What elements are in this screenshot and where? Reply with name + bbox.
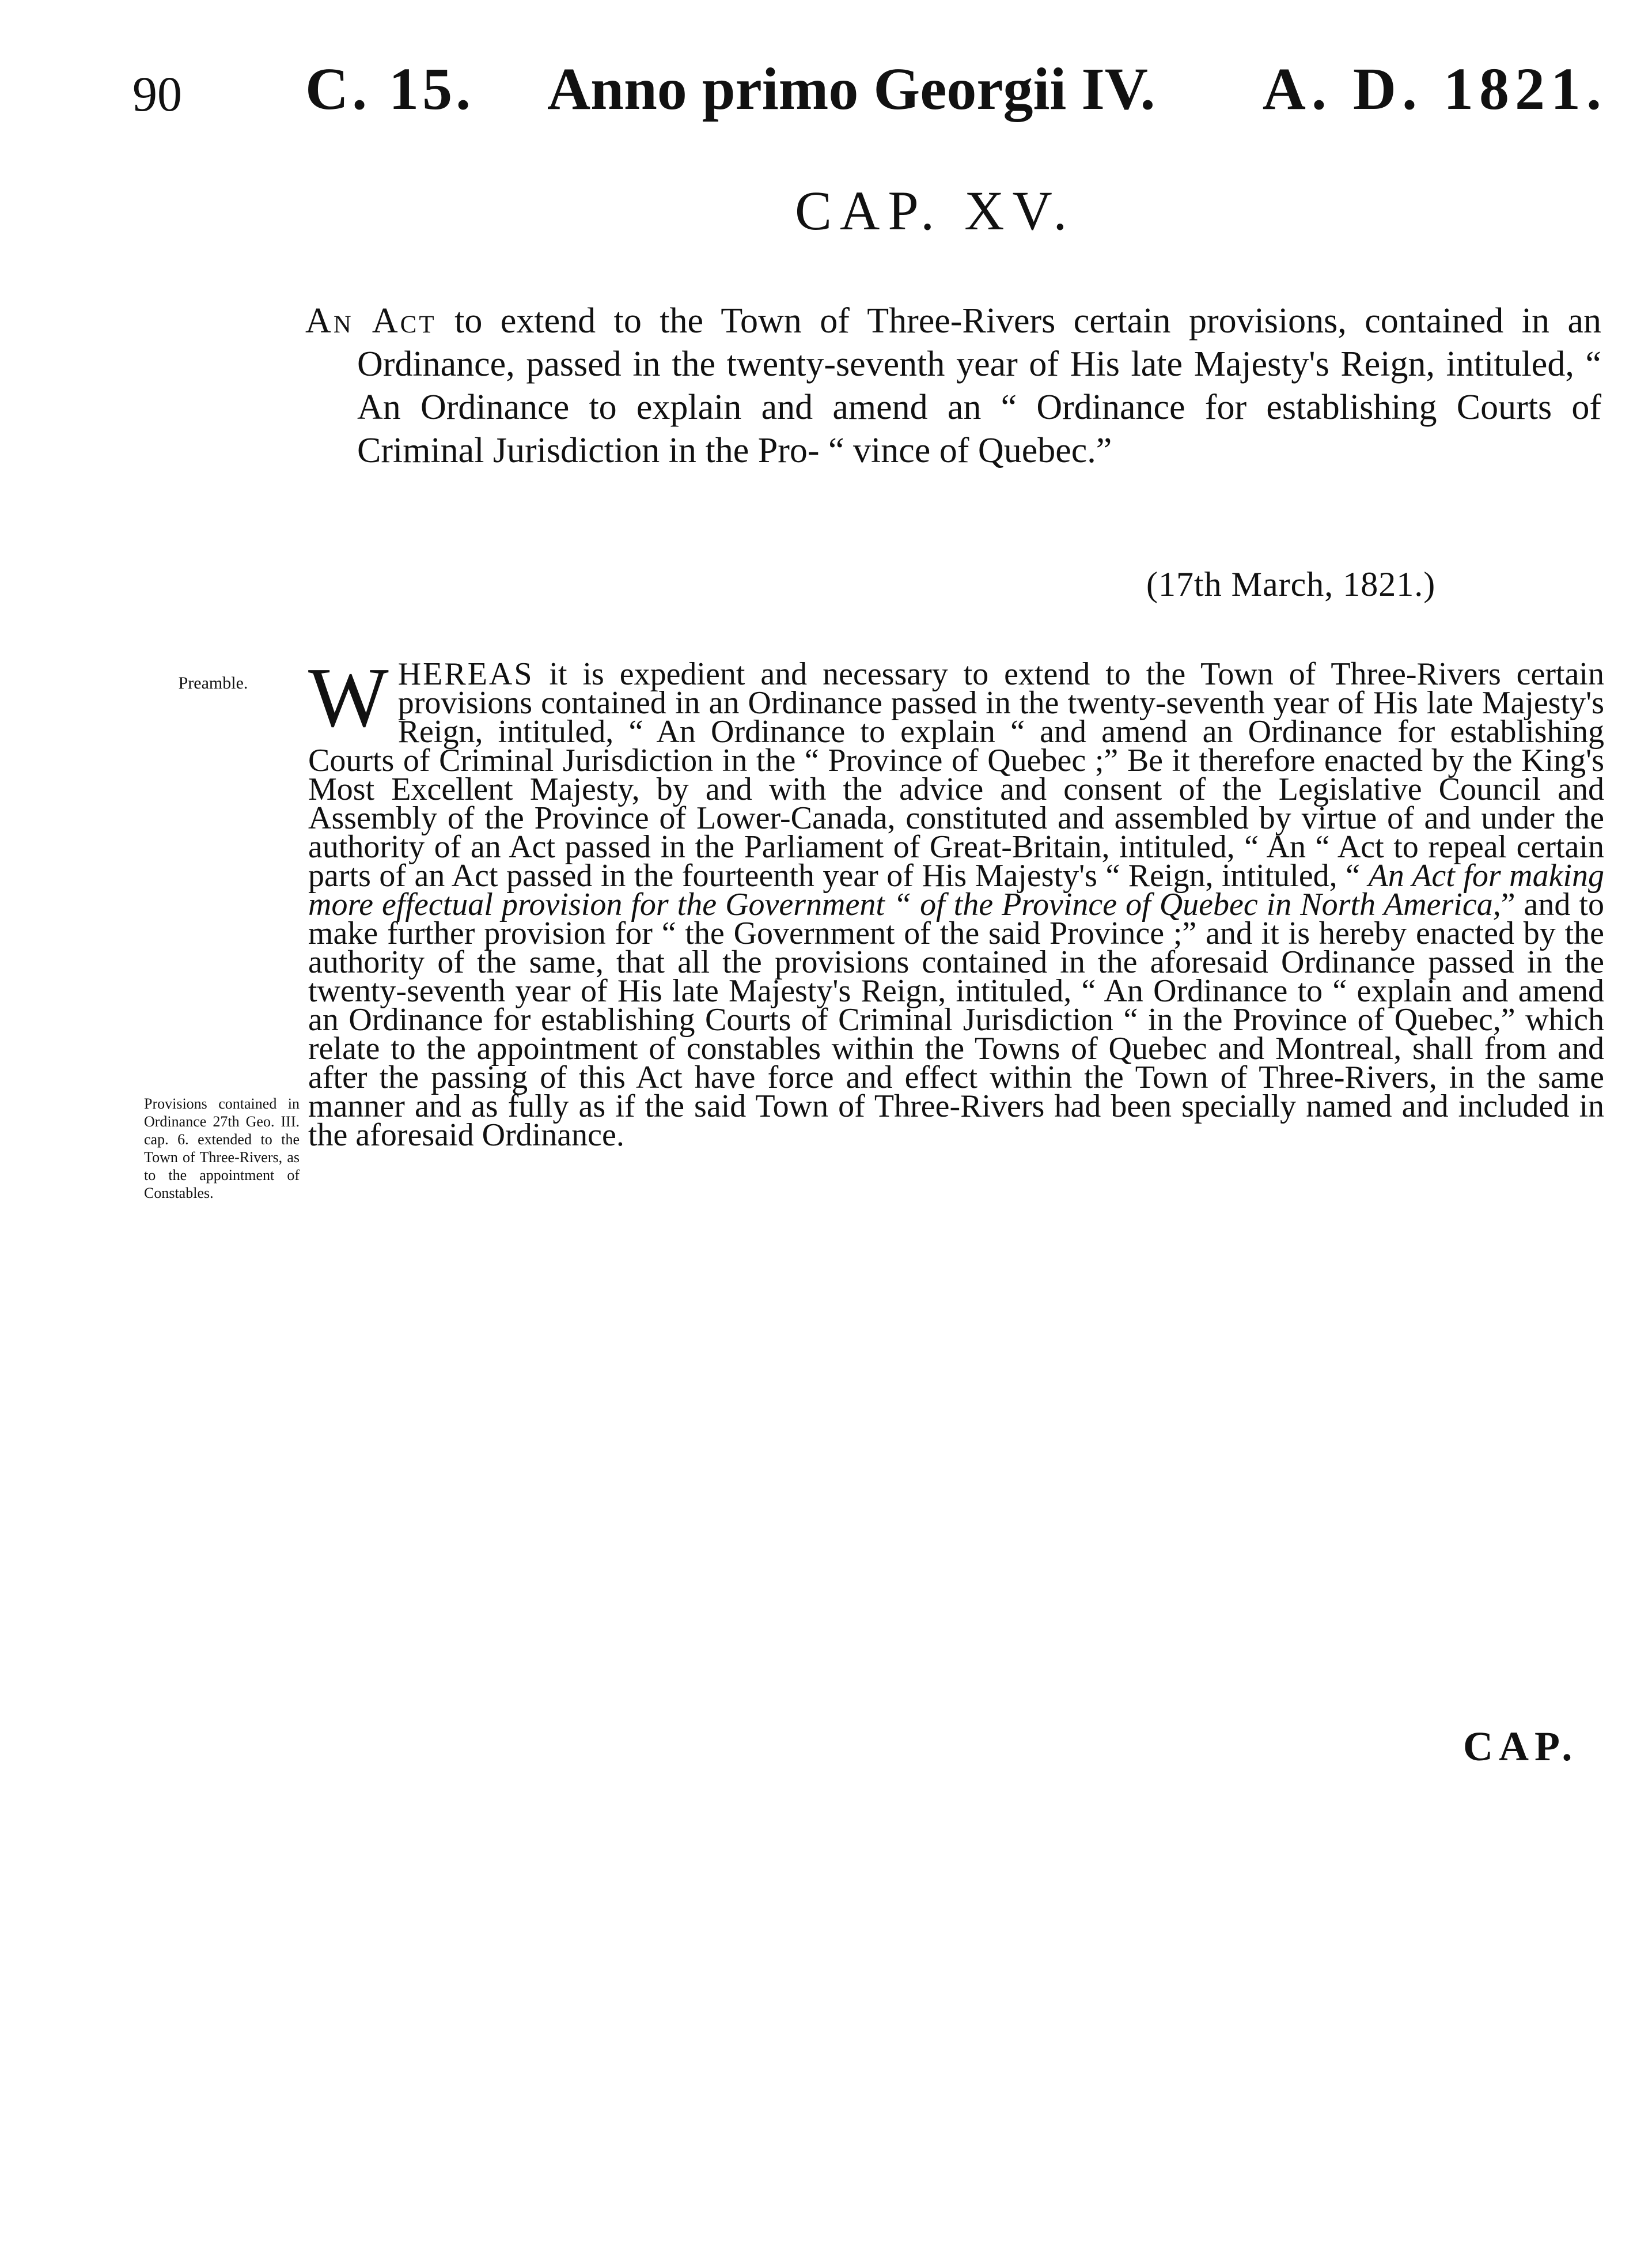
act-title bbox=[305, 300, 1601, 472]
act-title-lead: An Act bbox=[305, 301, 437, 341]
chapter-heading: CAP. XV. bbox=[795, 180, 1075, 241]
year-label: A. D. 1821. bbox=[1262, 56, 1607, 122]
margin-note-provisions: Provisions contained in Ordinance 27th Geo. III. cap. 6. extended to the Town of Three-Rivers, as to the appointment of Constables. bbox=[144, 1095, 300, 1201]
margin-note-preamble: Preamble. bbox=[178, 674, 248, 693]
opening-word: HEREAS bbox=[397, 656, 534, 692]
catchword: CAP. bbox=[1463, 1723, 1578, 1769]
act-date: (17th March, 1821.) bbox=[1146, 565, 1436, 603]
chapter-reference: C. 15. bbox=[305, 56, 475, 122]
regnal-title: Anno primo Georgii IV. bbox=[547, 56, 1155, 122]
cited-act-title: An Act for making more effectual provision for the Government “ of the Province of Quebec in North America, bbox=[308, 858, 1604, 922]
paragraph-text-part-1: it is expedient and necessary to extend to the Town of Three-Rivers certain provisions contained in an Ordinance passed in the twenty-seventh year of His late Majesty's Reign, intituled, “ An Ordinance to explain “ and amend an Ordinance for establishing Courts of Criminal Jurisdiction in the “ Province of Quebec ;” Be it therefore enacted by the King's Most Excellent Majesty, by and with the advice and consent of the Legislative Council and Assembly of the Province of Lower-Canada, constituted and assembled by virtue of and under the authority of an Act passed in the Parliament of Great-Britain, intituled, “ An “ Act to repeal certain parts of an Act passed in the fourteenth year of His Majesty's “ Reign, intituled, “ bbox=[308, 656, 1604, 894]
paragraph-text-part-2: ” and to make further provision for “ the Government of the said Province ;” and it is hereby enacted by the authority of the same, that all the provisions contained in the aforesaid Ordinance passed in the twenty-seventh year of His late Majesty's Reign, intituled, “ An Ordinance to “ explain and amend an Ordinance for establishing Courts of Criminal Jurisdiction “ in the Province of Quebec,” which relate to the appointment of constables within the Towns of Quebec and Montreal, shall from and after the passing of this Act have force and effect within the Town of Three-Rivers, in the same manner and as fully as if the said Town of Three-Rivers had been specially named and included in the aforesaid Ordinance. bbox=[308, 887, 1604, 1153]
drop-cap: W bbox=[308, 651, 389, 745]
act-title-text: to extend to the Town of Three-Rivers certain provisions, contained in an Ordinance, passed in the twenty-seventh year of His late Majesty's Reign, intituled, “ An Ordinance to explain and amend an “ Ordinance for establishing Courts of Criminal Jurisdiction in the Pro- “ vince of Quebec.” bbox=[357, 301, 1602, 470]
enacting-paragraph bbox=[308, 651, 1604, 1153]
page-number: 90 bbox=[132, 66, 182, 122]
act-title-body bbox=[305, 300, 1601, 472]
running-head bbox=[132, 55, 1607, 141]
